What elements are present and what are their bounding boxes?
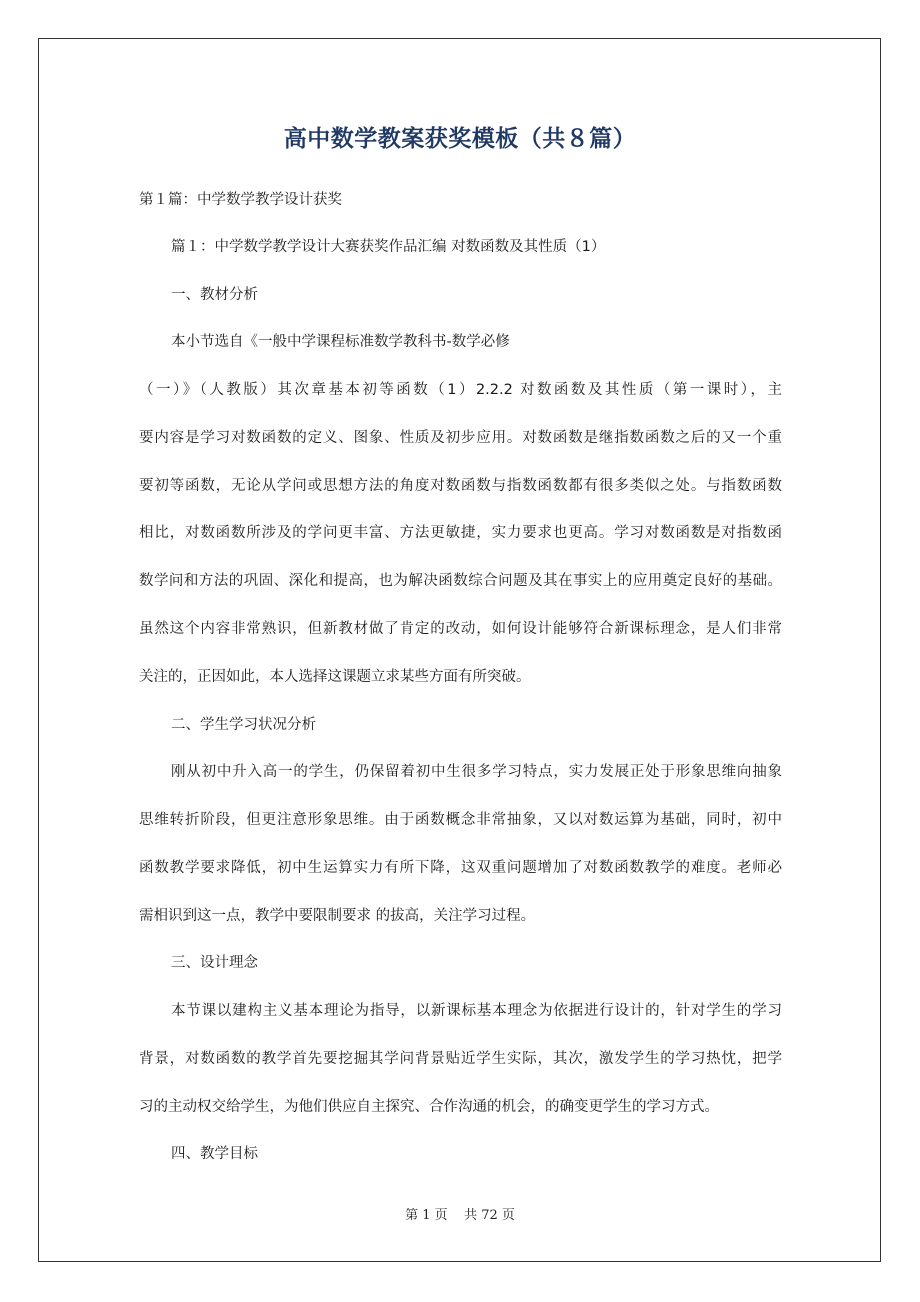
paragraph-line: 习的主动权交给学生，为他们供应自主探究、合作沟通的机会，的确变更学生的学习方式。 bbox=[139, 1099, 719, 1115]
paragraph-line: 虽然这个内容非常熟识，但新教材做了肯定的改动，如何设计能够符合新课标理念，是人们非常 bbox=[139, 621, 782, 637]
paragraph-line: （一）》（人教版）其次章基本初等函数（1）2.2.2 对数函数及其性质（第一课时），主 bbox=[139, 382, 782, 398]
paragraph-line: 需相识到这一点，教学中要限制要求 的拔高，关注学习过程。 bbox=[139, 908, 536, 924]
heading-teaching-goals: 四、教学目标 bbox=[171, 1146, 258, 1162]
heading-design-concept: 三、设计理念 bbox=[171, 955, 258, 971]
page-number-footer: 第 1 页 共 72 页 bbox=[405, 1208, 515, 1223]
section-heading-part1: 第１篇：中学数学教学设计获奖 bbox=[139, 192, 342, 208]
paragraph-line: 相比，对数函数所涉及的学问更丰富、方法更敏捷，实力要求也更高。学习对数函数是对指数函 bbox=[139, 525, 782, 541]
paragraph-line: 函数教学要求降低，初中生运算实力有所下降，这双重问题增加了对数函数教学的难度。老师必 bbox=[139, 860, 782, 876]
document-title: 高中数学教案获奖模板（共８篇） bbox=[283, 126, 637, 152]
paragraph-line: 要初等函数，无论从学问或思想方法的角度对数函数与指数函数都有很多类似之处。与指数函数 bbox=[139, 478, 782, 494]
heading-student-analysis: 二、学生学习状况分析 bbox=[171, 717, 316, 733]
paragraph-line: 本小节选自《一般中学课程标准数学教科书-数学必修 bbox=[171, 334, 510, 350]
article-heading: 篇１：中学数学教学设计大赛获奖作品汇编 对数函数及其性质（1） bbox=[171, 239, 606, 255]
paragraph-line: 思维转折阶段，但更注意形象思维。由于函数概念非常抽象，又以对数运算为基础，同时，初中 bbox=[139, 812, 782, 828]
paragraph-line: 关注的，正因如此，本人选择这课题立求某些方面有所突破。 bbox=[139, 669, 531, 685]
paragraph-line: 刚从初中升入高一的学生，仍保留着初中生很多学习特点，实力发展正处于形象思维向抽象 bbox=[171, 764, 782, 780]
paragraph-line: 要内容是学习对数函数的定义、图象、性质及初步应用。对数函数是继指数函数之后的又一个重 bbox=[139, 430, 782, 446]
heading-textbook-analysis: 一、教材分析 bbox=[171, 287, 258, 303]
paragraph-line: 本节课以建构主义基本理论为指导，以新课标基本理念为依据进行设计的，针对学生的学习 bbox=[171, 1003, 782, 1019]
paragraph-line: 背景，对数函数的教学首先要挖掘其学问背景贴近学生实际，其次，激发学生的学习热忱，把学 bbox=[139, 1051, 782, 1067]
page-border bbox=[38, 38, 881, 1262]
paragraph-line: 数学问和方法的巩固、深化和提高，也为解决函数综合问题及其在事实上的应用奠定良好的基础。 bbox=[139, 573, 782, 589]
